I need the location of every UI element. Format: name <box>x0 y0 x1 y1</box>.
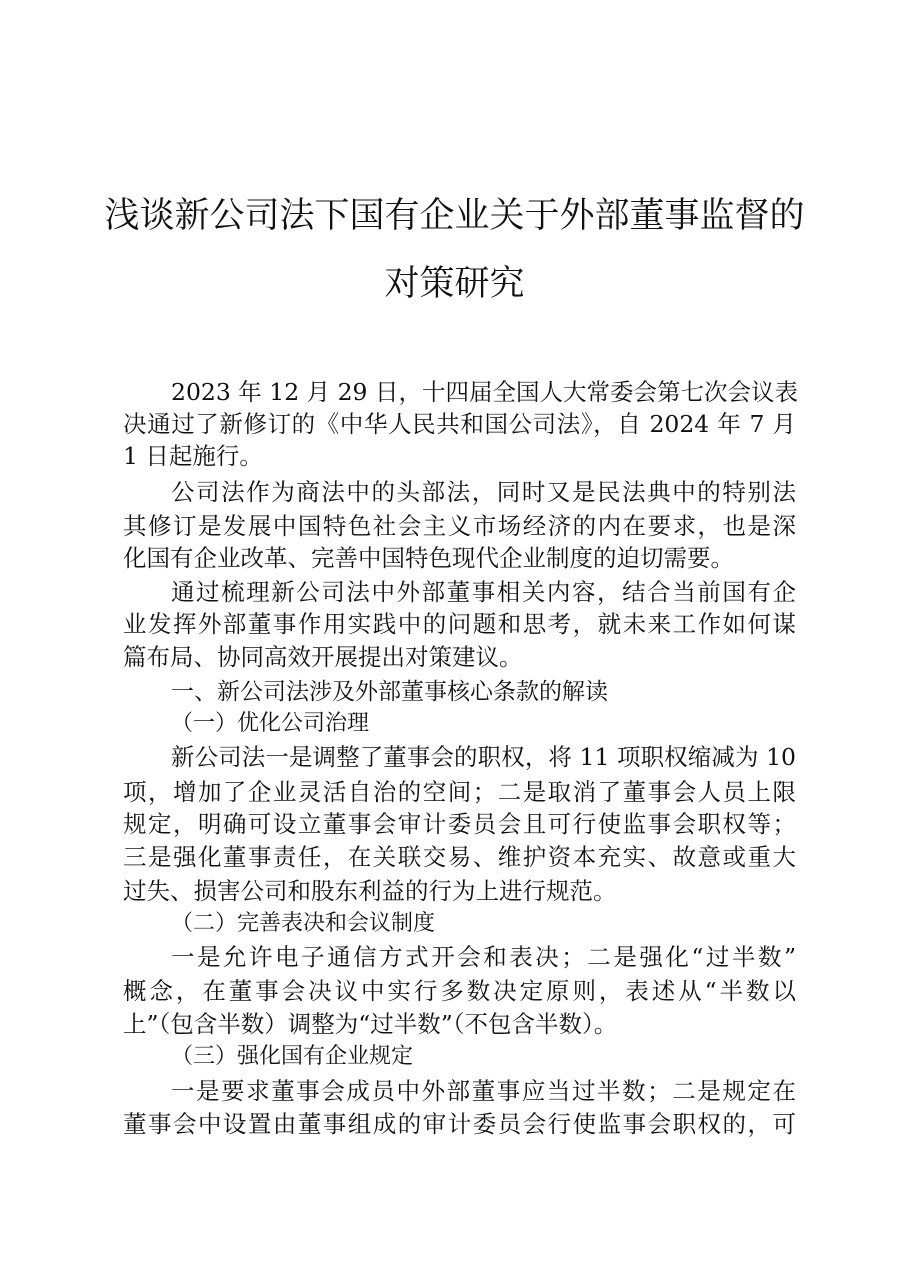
paragraph-5-line-3: 上”（包含半数）调整为“过半数”（不包含半数）。 <box>123 1010 618 1038</box>
paragraph-2-line-2: 其修订是发展中国特色社会主义市场经济的内在要求，也是深 <box>123 512 796 540</box>
paragraph-6-line-2: 董事会中设置由董事组成的审计委员会行使监事会职权的，可 <box>123 1110 796 1138</box>
paragraph-3-line-3: 篇布局、协同高效开展提出对策建议。 <box>123 643 523 671</box>
paragraph-3-line-1: 通过梳理新公司法中外部董事相关内容，结合当前国有企 <box>171 578 796 606</box>
paragraph-5-line-2: 概念，在董事会决议中实行多数决定原则，表述从“半数以 <box>123 977 796 1005</box>
paragraph-4-line-4: 三是强化董事责任，在关联交易、维护资本充实、故意或重大 <box>123 843 796 871</box>
subsection-heading-3: （三）强化国有企业规定 <box>171 1044 414 1069</box>
paragraph-1-line-3: 1 日起施行。 <box>123 442 263 470</box>
subsection-heading-2: （二）完善表决和会议制度 <box>171 911 436 936</box>
paragraph-1-line-2: 决通过了新修订的《中华人民共和国公司法》，自 2024 年 7 月 <box>123 410 796 438</box>
paragraph-3-line-2: 业发挥外部董事作用实践中的问题和思考，就未来工作如何谋 <box>123 610 796 638</box>
paragraph-4-line-1: 新公司法一是调整了董事会的职权，将 11 项职权缩减为 10 <box>171 743 796 771</box>
paragraph-4-line-3: 规定，明确可设立董事会审计委员会且可行使监事会职权等； <box>123 810 796 838</box>
paragraph-1-line-1: 2023 年 12 月 29 日，十四届全国人大常委会第七次会议表 <box>171 378 798 406</box>
document-title-line-1: 浅谈新公司法下国有企业关于外部董事监督的 <box>104 196 805 236</box>
paragraph-2-line-1: 公司法作为商法中的头部法，同时又是民法典中的特别法 <box>171 478 796 506</box>
section-heading-1: 一、新公司法涉及外部董事核心条款的解读 <box>171 679 608 705</box>
paragraph-6-line-1: 一是要求董事会成员中外部董事应当过半数；二是规定在 <box>171 1077 796 1105</box>
paragraph-4-line-5: 过失、损害公司和股东利益的行为上进行规范。 <box>123 877 617 905</box>
document-title-line-2: 对策研究 <box>384 264 525 304</box>
subsection-heading-1: （一）优化公司治理 <box>171 711 370 736</box>
paragraph-5-line-1: 一是允许电子通信方式开会和表决；二是强化“过半数” <box>171 943 796 971</box>
paragraph-4-line-2: 项，增加了企业灵活自治的空间；二是取消了董事会人员上限 <box>123 778 796 806</box>
paragraph-2-line-3: 化国有企业改革、完善中国特色现代企业制度的迫切需要。 <box>123 544 734 572</box>
